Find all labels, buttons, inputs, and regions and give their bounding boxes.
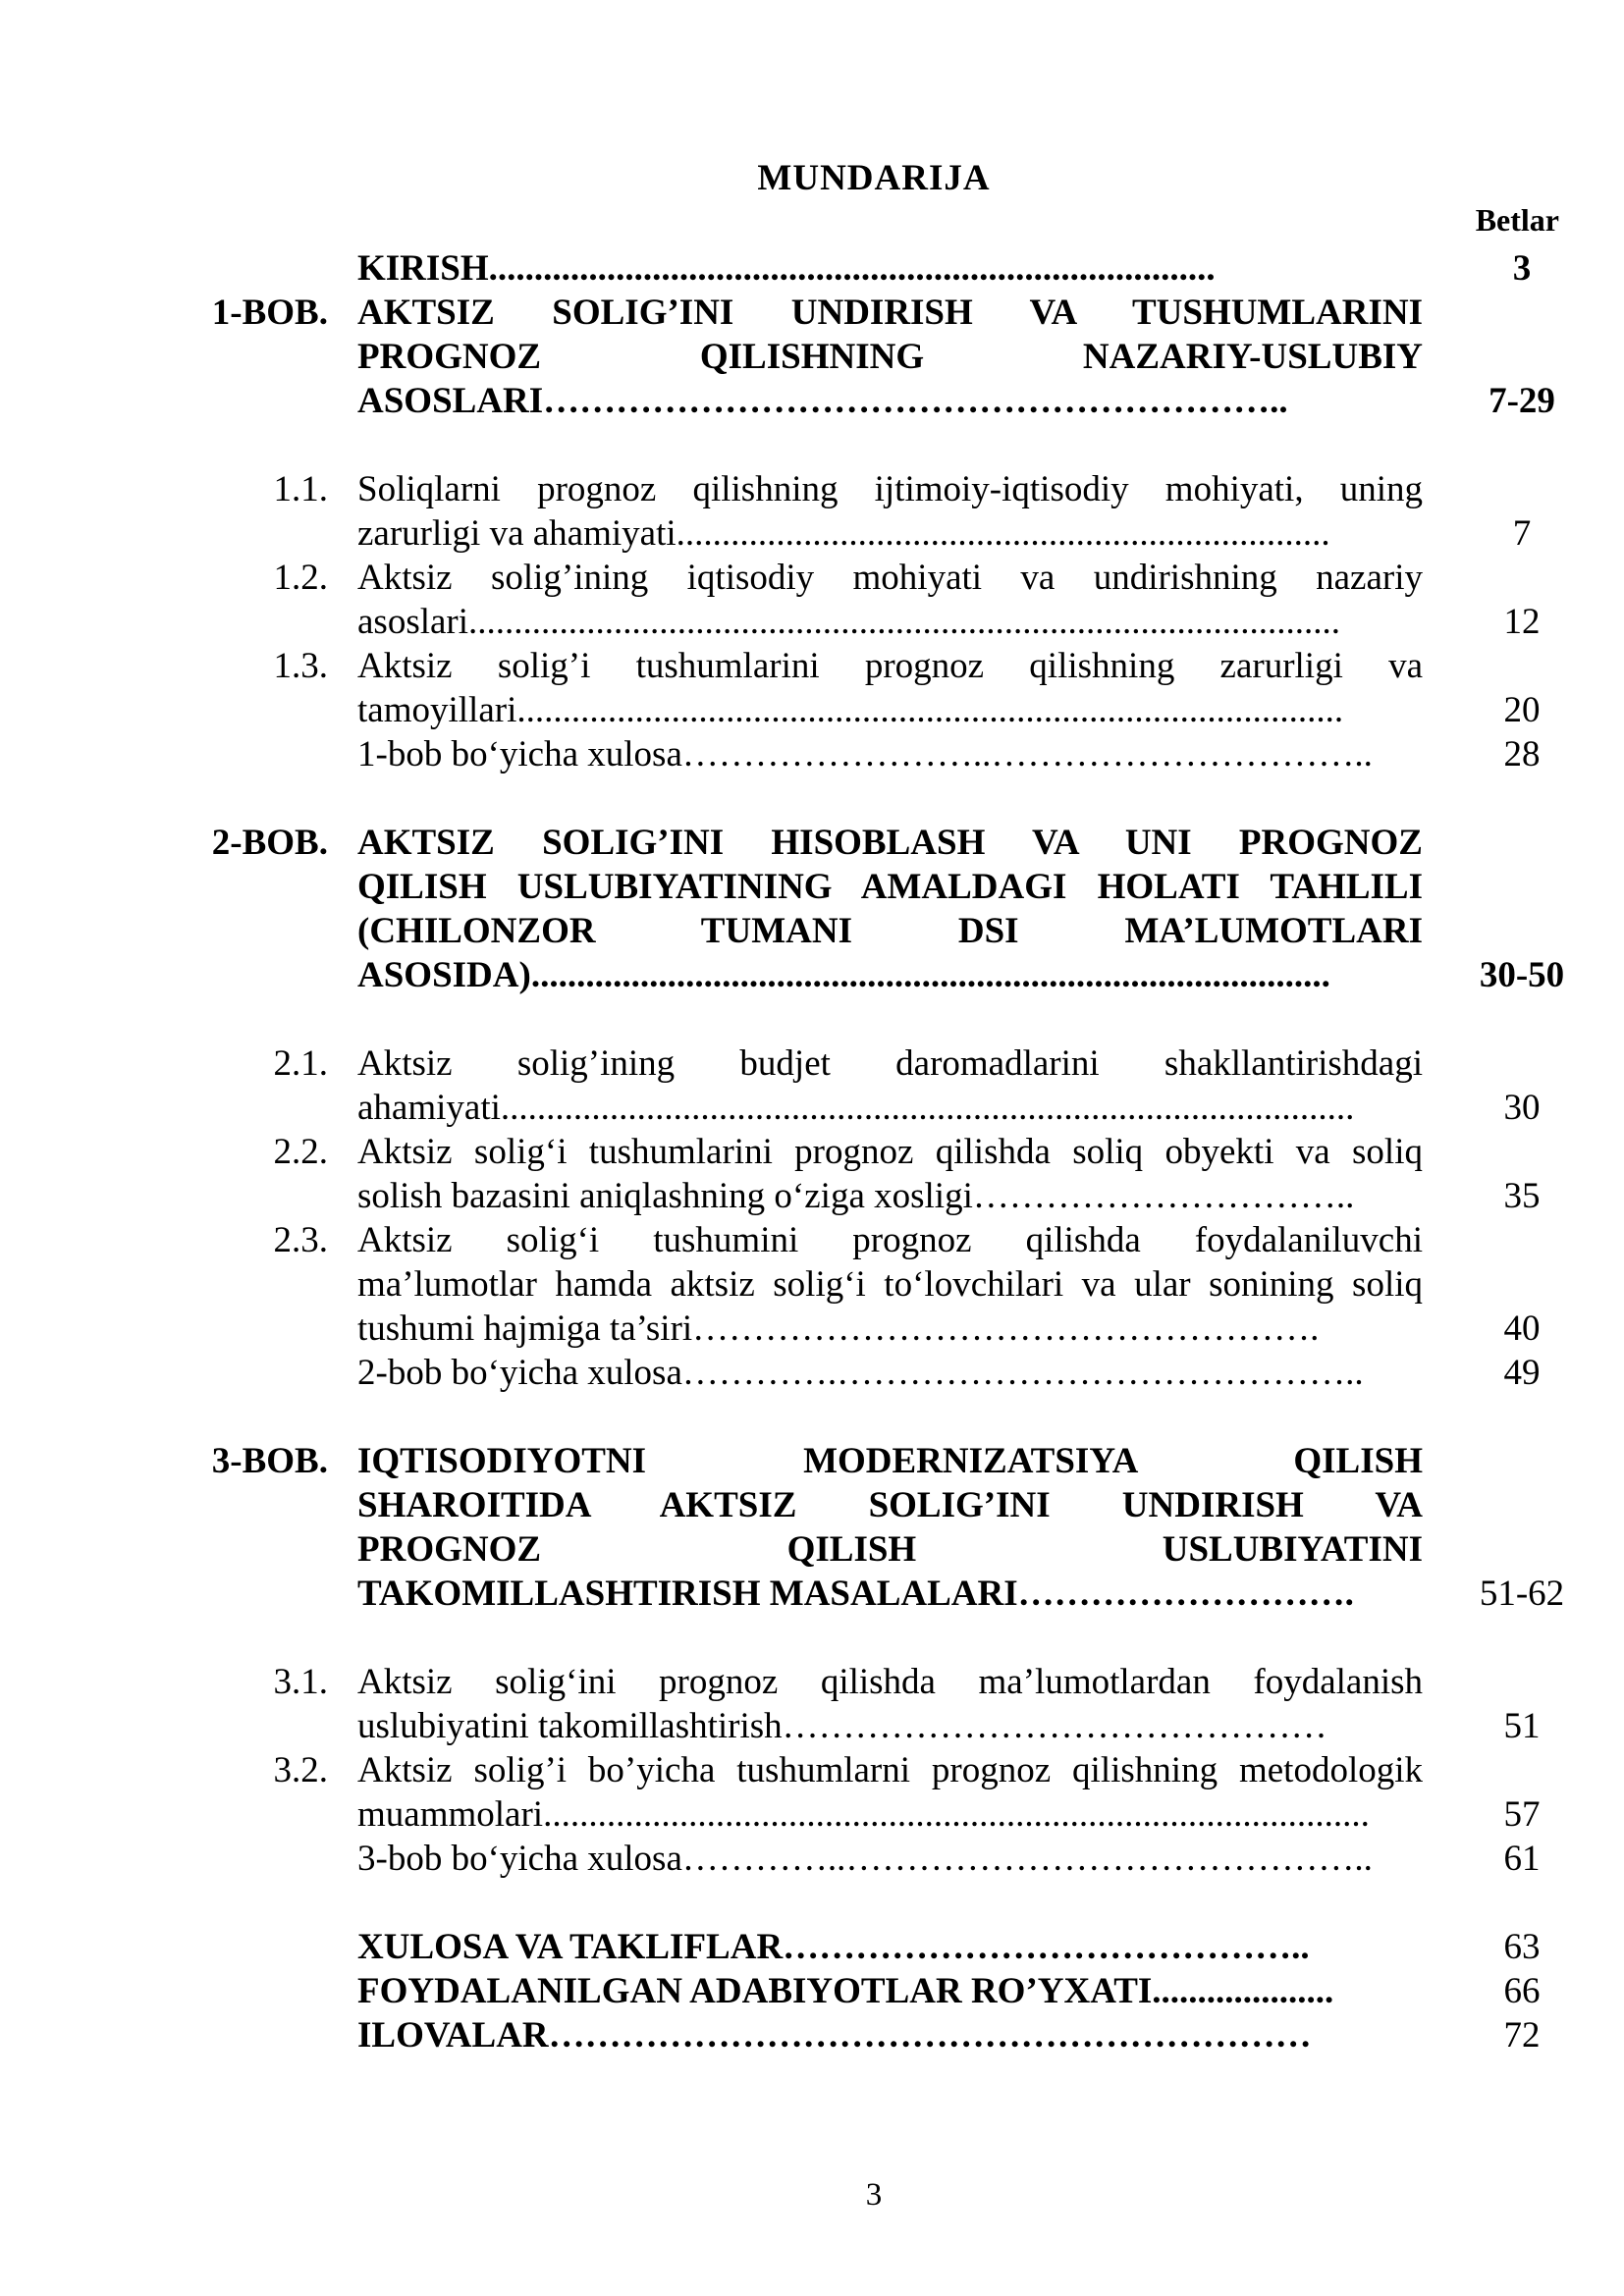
toc-entry-line: ASOSLARI…………………………………………………….. — [357, 381, 1288, 421]
toc-entry-page: 66 — [1503, 1971, 1541, 2011]
toc-entry-page: 7 — [1512, 513, 1532, 554]
toc-entry-number: 3.2. — [273, 1750, 328, 1790]
toc-entry-page: 7-29 — [1489, 381, 1555, 421]
toc-entry-page: 51-62 — [1479, 1574, 1565, 1614]
toc-entry-line: Aktsiz solig’ining iqtisodiy mohiyati va undirishning nazariy — [357, 558, 1423, 598]
toc-entry-line: AKTSIZ SOLIG’INI UNDIRISH VA TUSHUMLARINI — [357, 293, 1423, 333]
toc-entry-line: 1-bob bo‘yicha xulosa……………………..………………………….. — [357, 734, 1373, 774]
page-title: MUNDARIJA — [757, 158, 991, 198]
toc-entry-number: 2.3. — [273, 1220, 328, 1260]
toc-entry-line: XULOSA VA TAKLIFLAR…………………………………….. — [357, 1927, 1310, 1967]
toc-entry-line: SHAROITIDA AKTSIZ SOLIG’INI UNDIRISH VA — [357, 1485, 1423, 1525]
toc-entry-line: muammolari........................................................................................... — [357, 1794, 1370, 1835]
toc-entry-page: 72 — [1503, 2015, 1541, 2056]
toc-entry-page: 20 — [1503, 690, 1541, 730]
toc-entry-number: 3-BOB. — [211, 1441, 328, 1481]
toc-entry-number: 1.2. — [273, 558, 328, 598]
toc-entry-page: 51 — [1503, 1706, 1541, 1746]
toc-entry-line: tushumi hajmiga ta’siri……………………………………………. — [357, 1308, 1320, 1349]
toc-entry-line: PROGNOZ QILISHNING NAZARIY-USLUBIY — [357, 337, 1423, 377]
toc-entry-line: ahamiyati.............................................................................................. — [357, 1088, 1355, 1128]
toc-entry-line: Aktsiz solig’ining budjet daromadlarini shakllantirishdagi — [357, 1043, 1423, 1084]
toc-entry-number: 1-BOB. — [211, 293, 328, 333]
toc-entry-page: 35 — [1503, 1176, 1541, 1216]
toc-entry-line: uslubiyatini takomillashtirish……………………………………… — [357, 1706, 1327, 1746]
toc-entry-line: 3-bob bo‘yicha xulosa…………..…………………………………….. — [357, 1839, 1373, 1879]
toc-entry-line: (CHILONZOR TUMANI DSI MA’LUMOTLARI — [357, 911, 1423, 951]
toc-entry-line: 2-bob bo‘yicha xulosa………….…………………………………….. — [357, 1353, 1364, 1393]
toc-entry-line: QILISH USLUBIYATINING AMALDAGI HOLATI TAHLILI — [357, 867, 1423, 907]
toc-entry-page: 61 — [1503, 1839, 1541, 1879]
toc-entry-line: asoslari................................................................................................ — [357, 602, 1341, 642]
footer-page-number: 3 — [865, 2177, 883, 2213]
toc-entry-line: Aktsiz solig‘i tushumini prognoz qilishda foydalaniluvchi — [357, 1220, 1423, 1260]
toc-entry-page: 3 — [1512, 248, 1532, 289]
toc-entry-page: 30-50 — [1479, 955, 1565, 995]
toc-entry-page: 63 — [1503, 1927, 1541, 1967]
toc-entry-line: solish bazasini aniqlashning o‘ziga xosligi………………………….. — [357, 1176, 1355, 1216]
toc-entry-line: IQTISODIYOTNI MODERNIZATSIYA QILISH — [357, 1441, 1423, 1481]
toc-entry-number: 3.1. — [273, 1662, 328, 1702]
toc-entry-page: 57 — [1503, 1794, 1541, 1835]
toc-entry-number: 2.1. — [273, 1043, 328, 1084]
toc-entry-line: Aktsiz solig‘ini prognoz qilishda ma’lumotlardan foydalanish — [357, 1662, 1423, 1702]
pages-column-header: Betlar — [1475, 202, 1559, 238]
toc-entry-line: ILOVALAR……………………………………………………… — [357, 2015, 1312, 2056]
toc-entry-page: 28 — [1503, 734, 1541, 774]
toc-entry-line: Aktsiz solig’i bo’yicha tushumlarni prognoz qilishning metodologik — [357, 1750, 1423, 1790]
toc-entry-line: TAKOMILLASHTIRISH MASALALARI………………………. — [357, 1574, 1354, 1614]
toc-entry-page: 49 — [1503, 1353, 1541, 1393]
toc-entry-line: tamoyillari........................................................................................... — [357, 690, 1344, 730]
toc-entry-line: ASOSIDA)........................................................................................ — [357, 955, 1330, 995]
toc-entry-number: 2.2. — [273, 1132, 328, 1172]
toc-entry-line: zarurligi va ahamiyati........................................................................ — [357, 513, 1330, 554]
toc-entry-page: 30 — [1503, 1088, 1541, 1128]
toc-entry-line: FOYDALANILGAN ADABIYOTLAR RO’YXATI.................... — [357, 1971, 1334, 2011]
toc-entry-line: Soliqlarni prognoz qilishning ijtimoiy-iqtisodiy mohiyati, uning — [357, 469, 1423, 509]
toc-entry-page: 40 — [1503, 1308, 1541, 1349]
toc-entry-page: 12 — [1503, 602, 1541, 642]
toc-entry-line: Aktsiz solig‘i tushumlarini prognoz qilishda soliq obyekti va soliq — [357, 1132, 1423, 1172]
toc-entry-line: PROGNOZ QILISH USLUBIYATINI — [357, 1529, 1423, 1570]
toc-entry-number: 2-BOB. — [211, 823, 328, 863]
toc-entry-number: 1.1. — [273, 469, 328, 509]
toc-entry-line: ma’lumotlar hamda aktsiz solig‘i to‘lovchilari va ular sonining soliq — [357, 1264, 1423, 1305]
toc-entry-number: 1.3. — [273, 646, 328, 686]
toc-entry-line: KIRISH................................................................................ — [357, 248, 1216, 289]
toc-entry-line: AKTSIZ SOLIG’INI HISOBLASH VA UNI PROGNOZ — [357, 823, 1423, 863]
toc-entry-line: Aktsiz solig’i tushumlarini prognoz qilishning zarurligi va — [357, 646, 1423, 686]
